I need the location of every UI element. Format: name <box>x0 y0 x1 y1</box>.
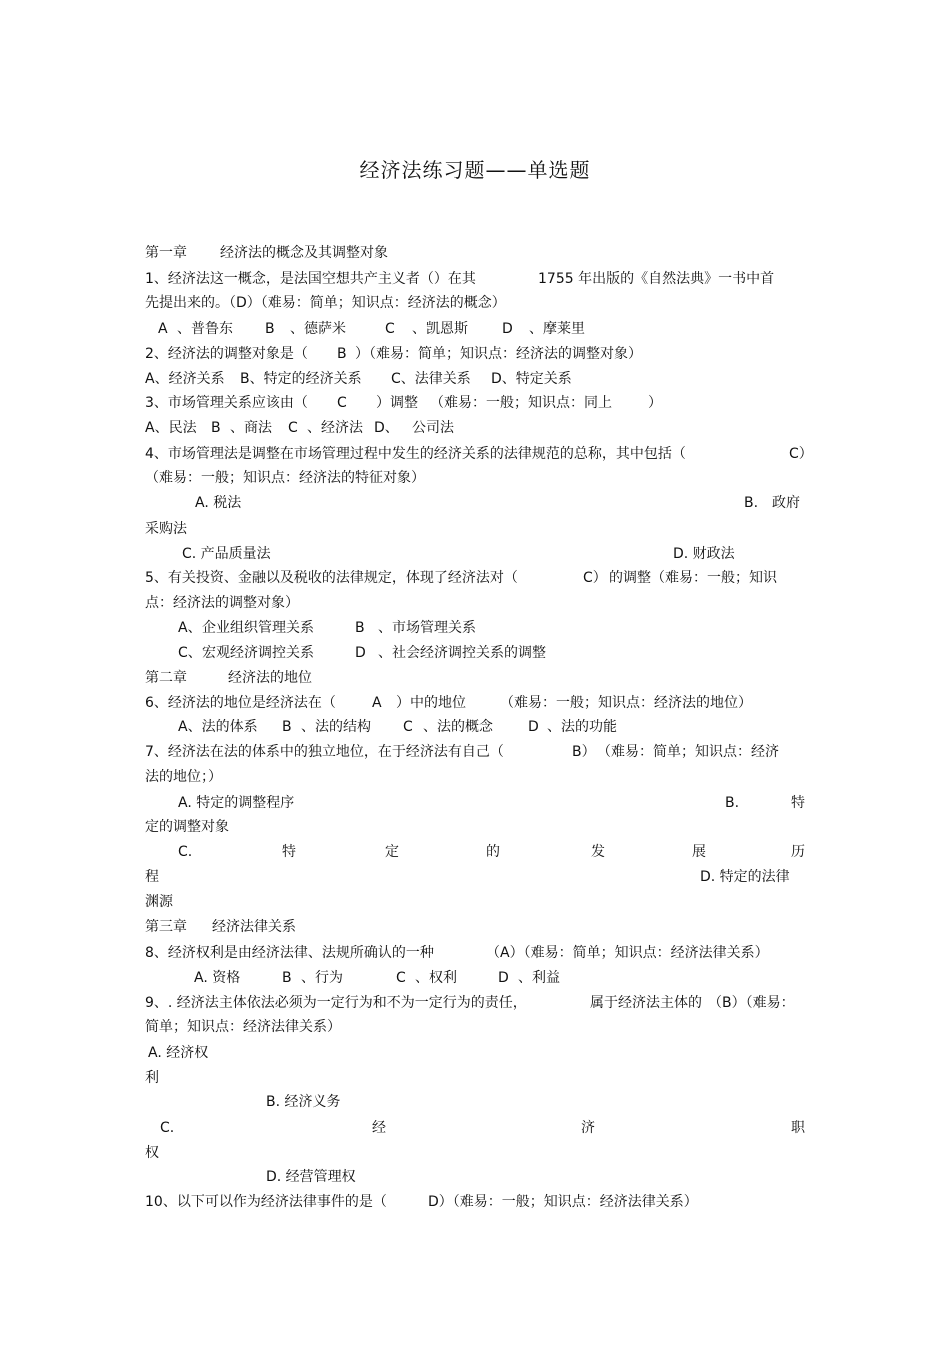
text-line-37-segment-1: 权 <box>145 1145 159 1161</box>
text-line-19-segment-2: A <box>372 695 382 711</box>
text-line-4-segment-5: C <box>385 321 395 337</box>
text-line-7-segment-1: 3、市场管理关系应该由（ <box>145 395 308 411</box>
text-line-25-segment-3: 定 <box>385 844 399 860</box>
text-line-20-segment-1: A、法的体系 <box>178 719 258 735</box>
text-line-30-segment-2: B <box>282 970 292 986</box>
text-line-2-segment-1: 1、经济法这一概念，是法国空想共产主义者（）在其 <box>145 271 476 287</box>
text-line-4-segment-8: 、摩莱里 <box>529 321 585 337</box>
text-line-31-segment-1: 9、. 经济法主体依法必须为一定行为和不为一定行为的责任， <box>145 995 527 1011</box>
text-line-4-segment-3: B <box>265 321 275 337</box>
text-line-36-segment-4: 职 <box>791 1120 805 1136</box>
text-line-1-segment-2: 经济法的概念及其调整对象 <box>220 245 388 261</box>
text-line-8-segment-2: B <box>211 420 221 436</box>
text-line-15-segment-1: 点：经济法的调整对象） <box>145 595 299 611</box>
text-line-11-segment-3: 政府 <box>772 495 800 511</box>
text-line-32-segment-1: 简单；知识点：经济法律关系） <box>145 1019 341 1035</box>
text-line-21-segment-3: （难易：简单；知识点：经济 <box>597 744 779 760</box>
text-line-11-segment-2: B. <box>744 495 759 511</box>
text-line-20-segment-2: B <box>282 719 292 735</box>
text-line-20-segment-3: 、法的结构 <box>301 719 371 735</box>
text-line-36-segment-1: C. <box>160 1120 175 1136</box>
text-line-9-segment-1: 4、市场管理法是调整在市场管理过程中发生的经济关系的法律规范的总称，其中包括（ <box>145 446 686 462</box>
text-line-8-segment-4: C <box>288 420 298 436</box>
text-line-17-segment-1: C、 <box>178 645 202 661</box>
text-line-19-segment-1: 6、经济法的地位是经济法在（ <box>145 695 336 711</box>
text-line-20-segment-6: D <box>528 719 539 735</box>
text-line-14-segment-2: C） <box>583 570 607 586</box>
text-line-36-segment-2: 经 <box>372 1120 386 1136</box>
text-line-20-segment-4: C <box>403 719 413 735</box>
text-line-23-segment-2: B. <box>725 795 740 811</box>
text-line-5-segment-3: ）（难易：简单；知识点：经济法的调整对象） <box>355 346 642 362</box>
text-line-30-segment-5: 、权利 <box>415 970 457 986</box>
text-line-39-segment-2: D）（难易：一般；知识点：经济法律关系） <box>428 1194 698 1210</box>
text-line-26-segment-1: 程 <box>145 869 159 885</box>
text-line-4-segment-2: 、普鲁东 <box>177 321 233 337</box>
text-line-29-segment-1: 8、经济权利是由经济法律、法规所确认的一种 <box>145 945 434 961</box>
text-line-7-segment-3: ）调整 <box>376 395 418 411</box>
text-line-7-segment-4: （难易：一般；知识点：同上 <box>430 395 612 411</box>
text-line-4-segment-6: 、凯恩斯 <box>412 321 468 337</box>
text-line-2-segment-2: 1755 年出版的《自然法典》一书中首 <box>538 271 775 287</box>
text-line-13-segment-1: C. 产品质量法 <box>182 546 271 562</box>
text-line-8-segment-1: A、民法 <box>145 420 197 436</box>
text-line-6-segment-1: A、经济关系 <box>145 371 225 387</box>
page-title: 经济法练习题——单选题 <box>359 158 591 182</box>
text-line-26-segment-2: D. 特定的法律 <box>700 869 790 885</box>
text-line-4-segment-7: D <box>502 321 513 337</box>
text-line-28-segment-2: 经济法律关系 <box>212 919 296 935</box>
text-line-13-segment-2: D. 财政法 <box>673 546 735 562</box>
text-line-35-segment-1: B. 经济义务 <box>266 1094 341 1110</box>
text-line-12-segment-1: 采购法 <box>145 521 187 537</box>
text-line-22-segment-1: 法的地位；） <box>145 769 222 785</box>
text-line-16-segment-3: B <box>355 620 365 636</box>
text-line-8-segment-3: 、商法 <box>230 420 272 436</box>
text-line-17-segment-3: D <box>355 645 366 661</box>
text-line-25-segment-6: 展 <box>692 844 706 860</box>
text-line-16-segment-4: 、市场管理关系 <box>378 620 476 636</box>
text-line-31-segment-2: 属于经济法主体的 <box>590 995 702 1011</box>
text-line-19-segment-3: ）中的地位 <box>396 695 466 711</box>
text-line-25-segment-1: C. <box>178 844 193 860</box>
text-line-17-segment-2: 宏观经济调控关系 <box>202 645 314 661</box>
text-line-34-segment-1: 利 <box>145 1070 159 1086</box>
text-line-19-segment-4: （难易：一般；知识点：经济法的地位） <box>500 695 752 711</box>
text-line-18-segment-2: 经济法的地位 <box>228 670 312 686</box>
text-line-23-segment-3: 特 <box>791 795 805 811</box>
text-line-24-segment-1: 定的调整对象 <box>145 819 229 835</box>
text-line-30-segment-6: D <box>498 970 509 986</box>
text-line-25-segment-2: 特 <box>282 844 296 860</box>
text-line-30-segment-3: 、行为 <box>301 970 343 986</box>
text-line-25-segment-7: 历 <box>791 844 805 860</box>
text-line-4-segment-4: 、德萨米 <box>290 321 346 337</box>
text-line-4-segment-1: A <box>158 321 168 337</box>
text-line-11-segment-1: A. 税法 <box>195 495 242 511</box>
text-line-7-segment-2: C <box>337 395 347 411</box>
text-line-3-segment-1: 先提出来的。（D）（难易：简单；知识点：经济法的概念） <box>145 295 506 311</box>
text-line-14-segment-3: 的调整（难易：一般；知识 <box>609 570 777 586</box>
text-line-21-segment-1: 7、经济法在法的体系中的独立地位，在于经济法有自己（ <box>145 744 504 760</box>
text-line-8-segment-6: D、 <box>374 420 399 436</box>
text-line-8-segment-5: 、经济法 <box>307 420 363 436</box>
text-line-30-segment-7: 、利益 <box>518 970 560 986</box>
text-line-5-segment-2: B <box>337 346 347 362</box>
text-line-27-segment-1: 渊源 <box>145 894 173 910</box>
text-line-20-segment-5: 、法的概念 <box>423 719 493 735</box>
text-line-16-segment-1: A、 <box>178 620 202 636</box>
text-line-6-segment-3: C、法律关系 <box>391 371 471 387</box>
text-line-30-segment-4: C <box>396 970 406 986</box>
text-line-20-segment-7: 、法的功能 <box>547 719 617 735</box>
text-line-30-segment-1: A. 资格 <box>194 970 241 986</box>
text-line-25-segment-4: 的 <box>486 844 500 860</box>
text-line-6-segment-2: B、特定的经济关系 <box>240 371 362 387</box>
text-line-31-segment-3: （B）（难易： <box>708 995 795 1011</box>
text-line-18-segment-1: 第二章 <box>145 670 187 686</box>
text-line-23-segment-1: A. 特定的调整程序 <box>178 795 295 811</box>
text-line-17-segment-4: 、社会经济调控关系的调整 <box>378 645 546 661</box>
text-line-6-segment-4: D、特定关系 <box>491 371 572 387</box>
text-line-28-segment-1: 第三章 <box>145 919 187 935</box>
text-line-25-segment-5: 发 <box>591 844 605 860</box>
text-line-36-segment-3: 济 <box>581 1120 595 1136</box>
text-line-9-segment-2: C） <box>789 446 813 462</box>
text-line-38-segment-1: D. 经营管理权 <box>266 1169 356 1185</box>
text-line-5-segment-1: 2、经济法的调整对象是（ <box>145 346 308 362</box>
text-line-33-segment-1: A. 经济权 <box>148 1045 209 1061</box>
text-line-8-segment-7: 公司法 <box>412 420 454 436</box>
text-line-39-segment-1: 10、以下可以作为经济法律事件的是（ <box>145 1194 387 1210</box>
text-line-14-segment-1: 5、有关投资、金融以及税收的法律规定，体现了经济法对（ <box>145 570 518 586</box>
text-line-21-segment-2: B） <box>572 744 596 760</box>
text-line-29-segment-2: （A）（难易：简单；知识点：经济法律关系） <box>486 945 769 961</box>
text-line-7-segment-5: ） <box>648 395 662 411</box>
text-line-1-segment-1: 第一章 <box>145 245 187 261</box>
text-line-10-segment-1: （难易：一般；知识点：经济法的特征对象） <box>145 470 425 486</box>
text-line-16-segment-2: 企业组织管理关系 <box>202 620 314 636</box>
